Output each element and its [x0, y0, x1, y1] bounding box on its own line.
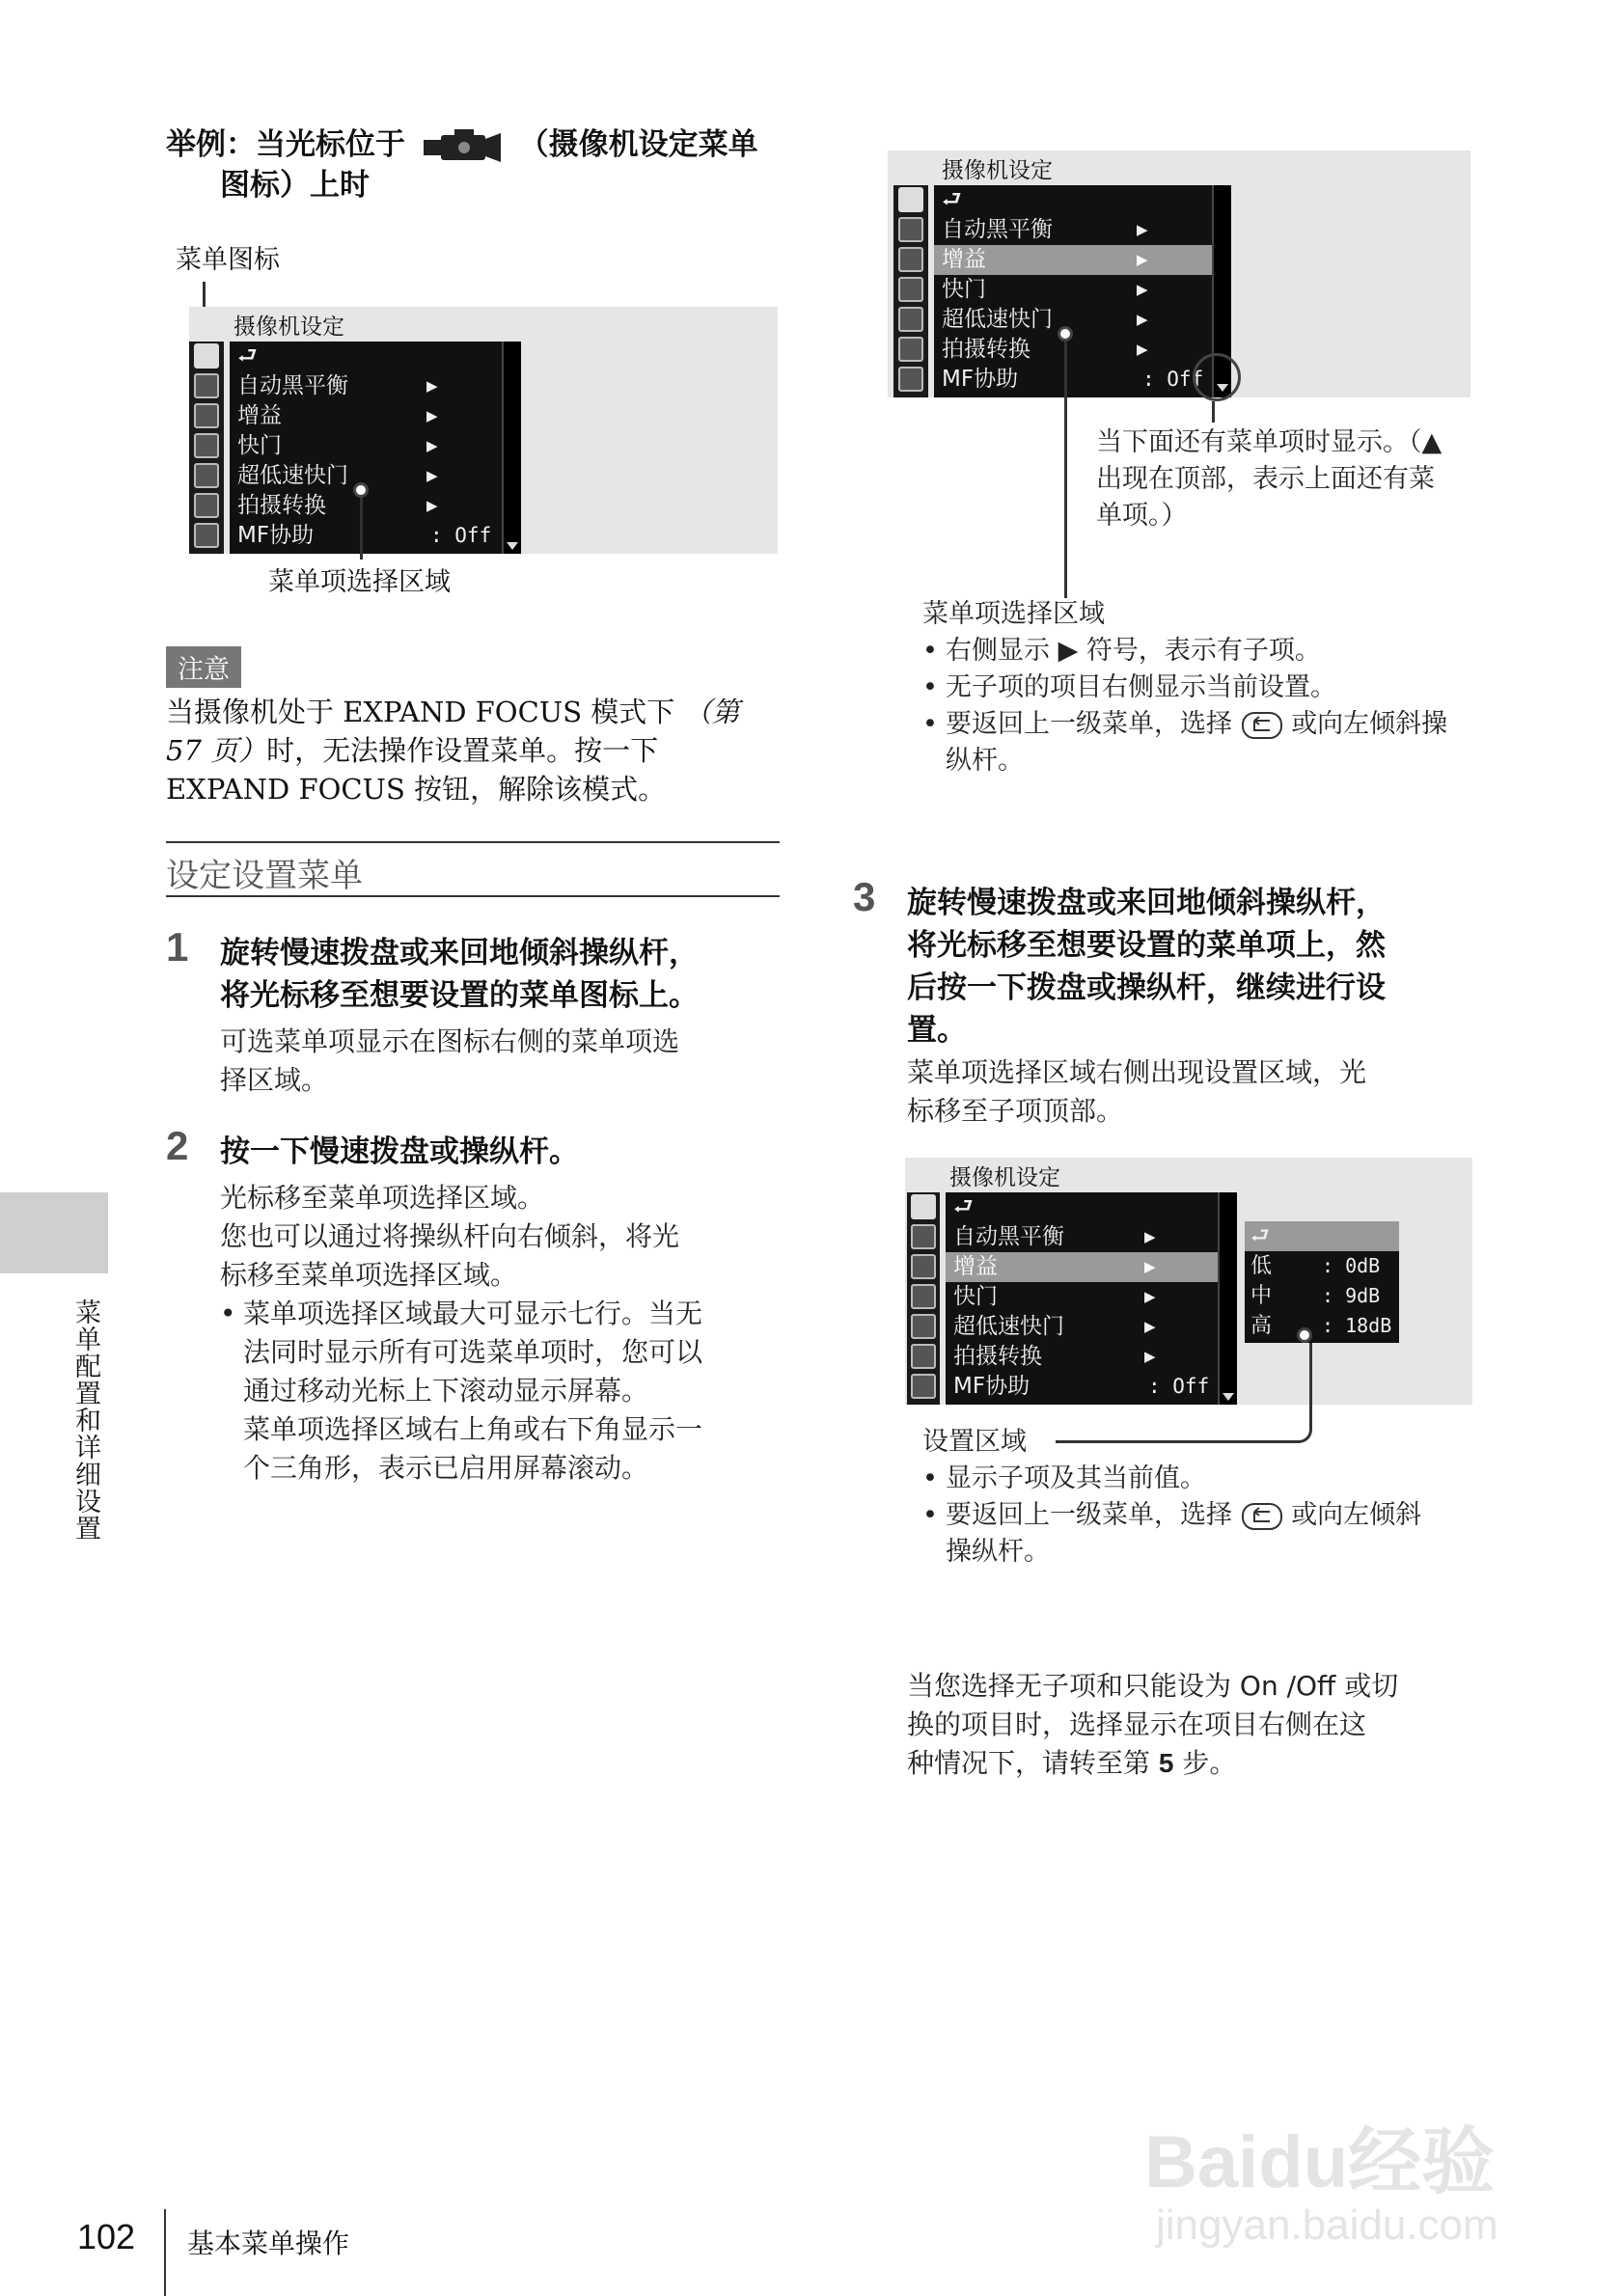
side-tab-label: 菜单配置和详细设置 — [70, 1298, 100, 1542]
note-badge: 注意 — [166, 646, 241, 688]
watermark-brand: Baidu经验 — [1144, 2121, 1496, 2203]
note-text: 当摄像机处于 EXPAND FOCUS 模式下 （第 57 页）时，无法操作设置菜单。按一下 EXPAND FOCUS 按钮，解除该模式。 — [166, 696, 740, 806]
example-heading-line2: 图标）上时 — [220, 168, 370, 203]
camera-menu-icon[interactable] — [194, 343, 219, 369]
setting-option[interactable]: 高 : 18dB — [1250, 1314, 1392, 1338]
step1-heading: 旋转慢速拨盘或来回地倾斜操纵杆， 将光标移至想要设置的菜单图标上。 — [220, 936, 699, 1013]
back-item[interactable] — [934, 185, 1231, 215]
chevron-right-icon: ▶ — [426, 497, 438, 514]
back-item[interactable] — [230, 342, 521, 371]
chevron-right-icon: ▶ — [1144, 1228, 1156, 1245]
chevron-right-icon: ▶ — [1144, 1348, 1156, 1365]
screen-title: 摄像机设定 — [949, 1165, 1060, 1190]
scroll-note: 当下面还有菜单项时显示。（▲ 出现在顶部，表示上面还有菜 单项。） — [1096, 427, 1442, 531]
scrollbar[interactable] — [502, 342, 521, 554]
step2-body: 光标移至菜单项选择区域。 您也可以通过将操纵杆向右倾斜，将光 标移至菜单项选择区域。 • 菜单项选择区域最大可显示七行。当无 法同时显示所有可选菜单项时，您可以 通过移动光标上下滚动显示屏幕。 菜单项选择区域右上角或右下角显示一 个三角形，表示已启用屏幕滚动。 — [220, 1179, 702, 1488]
lcd-menu-icon[interactable] — [911, 1284, 936, 1309]
section-rule-top — [166, 841, 780, 843]
camera-menu-icon[interactable] — [898, 187, 923, 212]
page-number: 102 — [77, 2217, 136, 2256]
return-icon — [1241, 711, 1283, 740]
setting-area-description: 设置区域 • 显示子项及其当前值。 • 要返回上一级菜单，选择 或向左倾斜 操纵杆。 — [922, 1424, 1421, 1571]
setting-pointer-dot — [1297, 1327, 1312, 1343]
menu-item-selected[interactable]: 增益 ▶ — [934, 245, 1231, 275]
other-menu-icon[interactable] — [911, 1374, 936, 1399]
watermark-url: jingyan.baidu.com — [1156, 2201, 1498, 2249]
chevron-right-icon: ▶ — [1137, 221, 1148, 238]
menu-item[interactable]: MF协助 : Off — [953, 1374, 1210, 1399]
scroll-indicator-circle — [1193, 353, 1241, 401]
back-item[interactable] — [946, 1192, 1237, 1222]
menu-icon-column — [893, 185, 928, 397]
chevron-right-icon: ▶ — [1144, 1318, 1156, 1335]
step-number: 1 — [166, 924, 189, 970]
example-heading-post: （摄像机设定菜单 — [518, 127, 758, 162]
menu-item[interactable]: MF协助 : Off — [237, 523, 492, 548]
setting-option[interactable]: 低 : 0dB — [1250, 1254, 1381, 1278]
menu-item[interactable]: 快门 ▶ — [946, 1282, 1237, 1312]
chevron-right-icon: ▶ — [1144, 1288, 1156, 1305]
area-pointer-dot — [1058, 326, 1073, 342]
chevron-right-icon: ▶ — [1137, 341, 1148, 358]
chevron-right-icon: ▶ — [426, 437, 438, 454]
menu-icon-column — [907, 1192, 940, 1405]
step2-heading: 按一下慢速拨盘或操纵杆。 — [220, 1134, 579, 1169]
camera-icon — [422, 127, 503, 166]
footer-section: 基本菜单操作 — [187, 2228, 350, 2259]
chevron-right-icon: ▶ — [426, 377, 438, 395]
back-icon: ⮐ — [1250, 1224, 1270, 1248]
media-menu-icon[interactable] — [194, 493, 219, 518]
media-menu-icon[interactable] — [898, 337, 923, 362]
menu-icon-column — [189, 342, 224, 554]
chevron-right-icon: ▶ — [426, 467, 438, 484]
footer-divider — [164, 2209, 166, 2296]
menu-screen-left — [189, 307, 778, 554]
menu-item-selected[interactable]: 增益 ▶ — [946, 1252, 1237, 1282]
menu-item[interactable]: 拍摄转换 ▶ — [946, 1342, 1237, 1372]
chevron-right-icon: ▶ — [1137, 281, 1148, 298]
camera-menu-icon[interactable] — [911, 1194, 936, 1219]
menu-icon-label: 菜单图标 — [176, 245, 280, 275]
menu-item[interactable]: MF协助 : Off — [942, 367, 1204, 392]
tc-menu-icon[interactable] — [898, 307, 923, 332]
menu-item[interactable]: 自动黑平衡 ▶ — [934, 215, 1231, 245]
section-title: 设定设置菜单 — [166, 857, 363, 895]
area-pointer-line — [1064, 342, 1067, 598]
lcd-menu-icon[interactable] — [194, 433, 219, 458]
menu-item[interactable]: 超低速快门 ▶ — [946, 1312, 1237, 1342]
other-menu-icon[interactable] — [898, 367, 923, 392]
example-heading — [166, 123, 783, 166]
step1-body: 可选菜单项显示在图标右侧的菜单项选 择区域。 — [220, 1025, 680, 1096]
back-item[interactable] — [1245, 1221, 1399, 1251]
menu-item[interactable]: 拍摄转换 ▶ — [230, 491, 521, 521]
chevron-right-icon: ▶ — [1137, 311, 1148, 328]
step3-body: 菜单项选择区域右侧出现设置区域，光 标移至子项顶部。 — [907, 1056, 1367, 1127]
chevron-right-icon: ▶ — [1137, 251, 1148, 268]
chevron-right-icon: ▶ — [426, 407, 438, 424]
screen-title: 摄像机设定 — [942, 158, 1053, 183]
back-icon: ⮐ — [942, 187, 962, 212]
menu-item[interactable]: 快门 ▶ — [230, 431, 521, 461]
media-menu-icon[interactable] — [911, 1344, 936, 1369]
menu-item[interactable]: 增益 ▶ — [230, 401, 521, 431]
area-pointer-dot — [353, 482, 369, 498]
chevron-right-icon: ▶ — [1144, 1258, 1156, 1275]
area-description: 菜单项选择区域 • 右侧显示 ▶ 符号，表示有子项。 • 无子项的项目右侧显示当前设置。 • 要返回上一级菜单，选择 或向左倾斜操 纵杆。 — [922, 596, 1447, 779]
step-number: 2 — [166, 1123, 189, 1168]
scroll-note-pointer — [1212, 401, 1215, 423]
settings-area — [1245, 1221, 1399, 1343]
video-menu-icon[interactable] — [194, 403, 219, 428]
step-number: 3 — [853, 874, 876, 919]
back-icon: ⮐ — [953, 1194, 974, 1219]
menu-item-area — [934, 185, 1231, 397]
scroll-down-icon — [507, 542, 518, 550]
video-menu-icon[interactable] — [911, 1254, 936, 1279]
final-paragraph: 当您选择无子项和只能设为 On /Off 或切 换的项目时，选择显示在项目右侧在这 种情况下，请转至第 5 步。 — [907, 1670, 1399, 1779]
menu-item[interactable]: 快门 ▶ — [934, 275, 1231, 305]
screen-title: 摄像机设定 — [234, 314, 344, 340]
menu-item[interactable]: 拍摄转换 ▶ — [934, 335, 1231, 365]
section-rule-bottom — [166, 895, 780, 897]
other-menu-icon[interactable] — [194, 523, 219, 548]
menu-item[interactable]: 自动黑平衡 ▶ — [946, 1222, 1237, 1252]
return-icon — [1241, 1502, 1283, 1531]
audio-menu-icon[interactable] — [194, 373, 219, 398]
back-icon: ⮐ — [237, 343, 258, 369]
menu-item-area — [230, 342, 521, 554]
lcd-menu-icon[interactable] — [898, 277, 923, 302]
area-pointer-line — [360, 498, 363, 560]
tc-menu-icon[interactable] — [911, 1314, 936, 1339]
menu-item[interactable]: 自动黑平衡 ▶ — [230, 371, 521, 401]
tc-menu-icon[interactable] — [194, 463, 219, 488]
setting-option[interactable]: 中 : 9dB — [1250, 1284, 1381, 1308]
menu-item[interactable]: 超低速快门 ▶ — [934, 305, 1231, 335]
audio-menu-icon[interactable] — [911, 1224, 936, 1249]
step3-heading: 旋转慢速拨盘或来回地倾斜操纵杆， 将光标移至想要设置的菜单项上，然 后按一下拨盘或操纵杆，继续进行设 置。 — [907, 886, 1386, 1048]
menu-item[interactable]: 超低速快门 ▶ — [230, 461, 521, 491]
audio-menu-icon[interactable] — [898, 217, 923, 242]
side-tab-block — [0, 1192, 108, 1273]
menu-area-label: 菜单项选择区域 — [268, 567, 451, 597]
menu-screen-right-top — [888, 150, 1470, 397]
video-menu-icon[interactable] — [898, 247, 923, 272]
example-heading-pre: 举例：当光标位于 — [166, 127, 405, 162]
